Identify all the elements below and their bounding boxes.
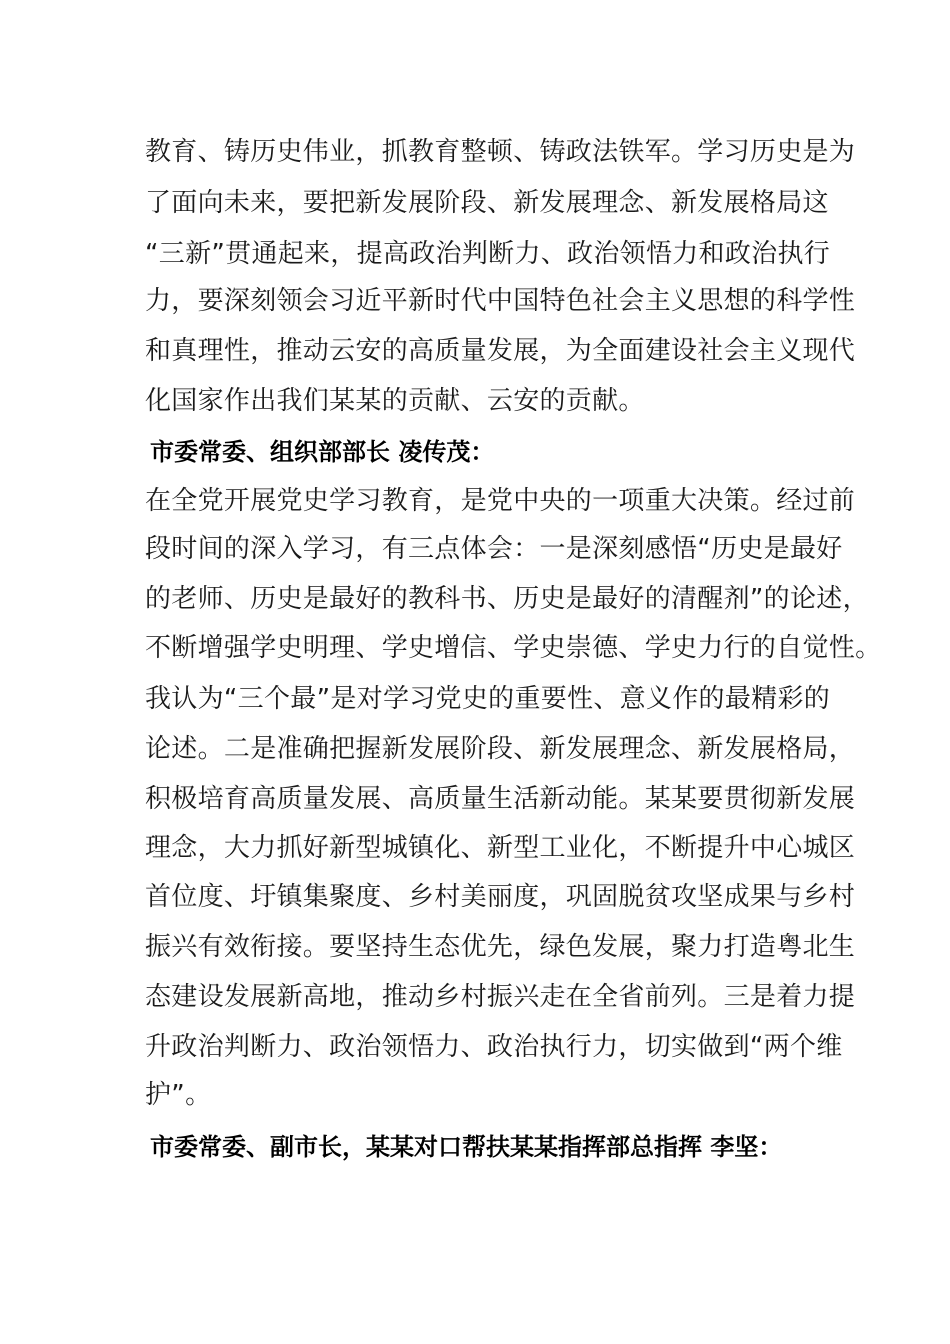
paragraph-2-line: 的老师、历史是最好的教科书、历史是最好的清醒剂”的论述， [145,584,869,614]
paragraph-2-line: 升政治判断力、政治领悟力、政治执行力，切实做到“两个维 [145,1032,843,1062]
paragraph-2-line: 在全党开展党史学习教育，是党中央的一项重大决策。经过前 [145,486,856,516]
paragraph-1-line: “三新”贯通起来，提高政治判断力、政治领悟力和政治执行 [145,239,831,269]
paragraph-1-line: 力，要深刻领会习近平新时代中国特色社会主义思想的科学性 [145,286,856,316]
paragraph-1-line: 了面向未来，要把新发展阶段、新发展理念、新发展格局这 [145,188,829,218]
paragraph-2-line: 首位度、圩镇集聚度、乡村美丽度，巩固脱贫攻坚成果与乡村 [145,882,856,912]
paragraph-1-line: 教育、铸历史伟业，抓教育整顿、铸政法铁军。学习历史是为 [145,137,856,167]
speaker-heading-2: 市委常委、副市长，某某对口帮扶某某指挥部总指挥 李坚： [150,1133,783,1161]
paragraph-2-line: 我认为“三个最”是对学习党史的重要性、意义作的最精彩的 [145,684,831,714]
paragraph-2-line: 论述。二是准确把握新发展阶段、新发展理念、新发展格局， [145,734,856,764]
paragraph-2-line: 不断增强学史明理、学史增信、学史崇德、学史力行的自觉性。 [145,633,882,663]
paragraph-2-line: 振兴有效衔接。要坚持生态优先，绿色发展，聚力打造粤北生 [145,932,856,962]
paragraph-1-line: 化国家作出我们某某的贡献、云安的贡献。 [145,386,645,416]
paragraph-1-line: 和真理性，推动云安的高质量发展，为全面建设社会主义现代 [145,336,856,366]
paragraph-2-line: 护”。 [145,1080,212,1110]
speaker-heading-1: 市委常委、组织部部长 凌传茂： [150,438,495,466]
paragraph-2-line: 段时间的深入学习，有三点体会：一是深刻感悟“历史是最好 [145,534,843,564]
paragraph-2-line: 态建设发展新高地，推动乡村振兴走在全省前列。三是着力提 [145,982,856,1012]
paragraph-2-line: 积极培育高质量发展、高质量生活新动能。某某要贯彻新发展 [145,784,856,814]
paragraph-2-line: 理念，大力抓好新型城镇化、新型工业化，不断提升中心城区 [145,833,856,863]
